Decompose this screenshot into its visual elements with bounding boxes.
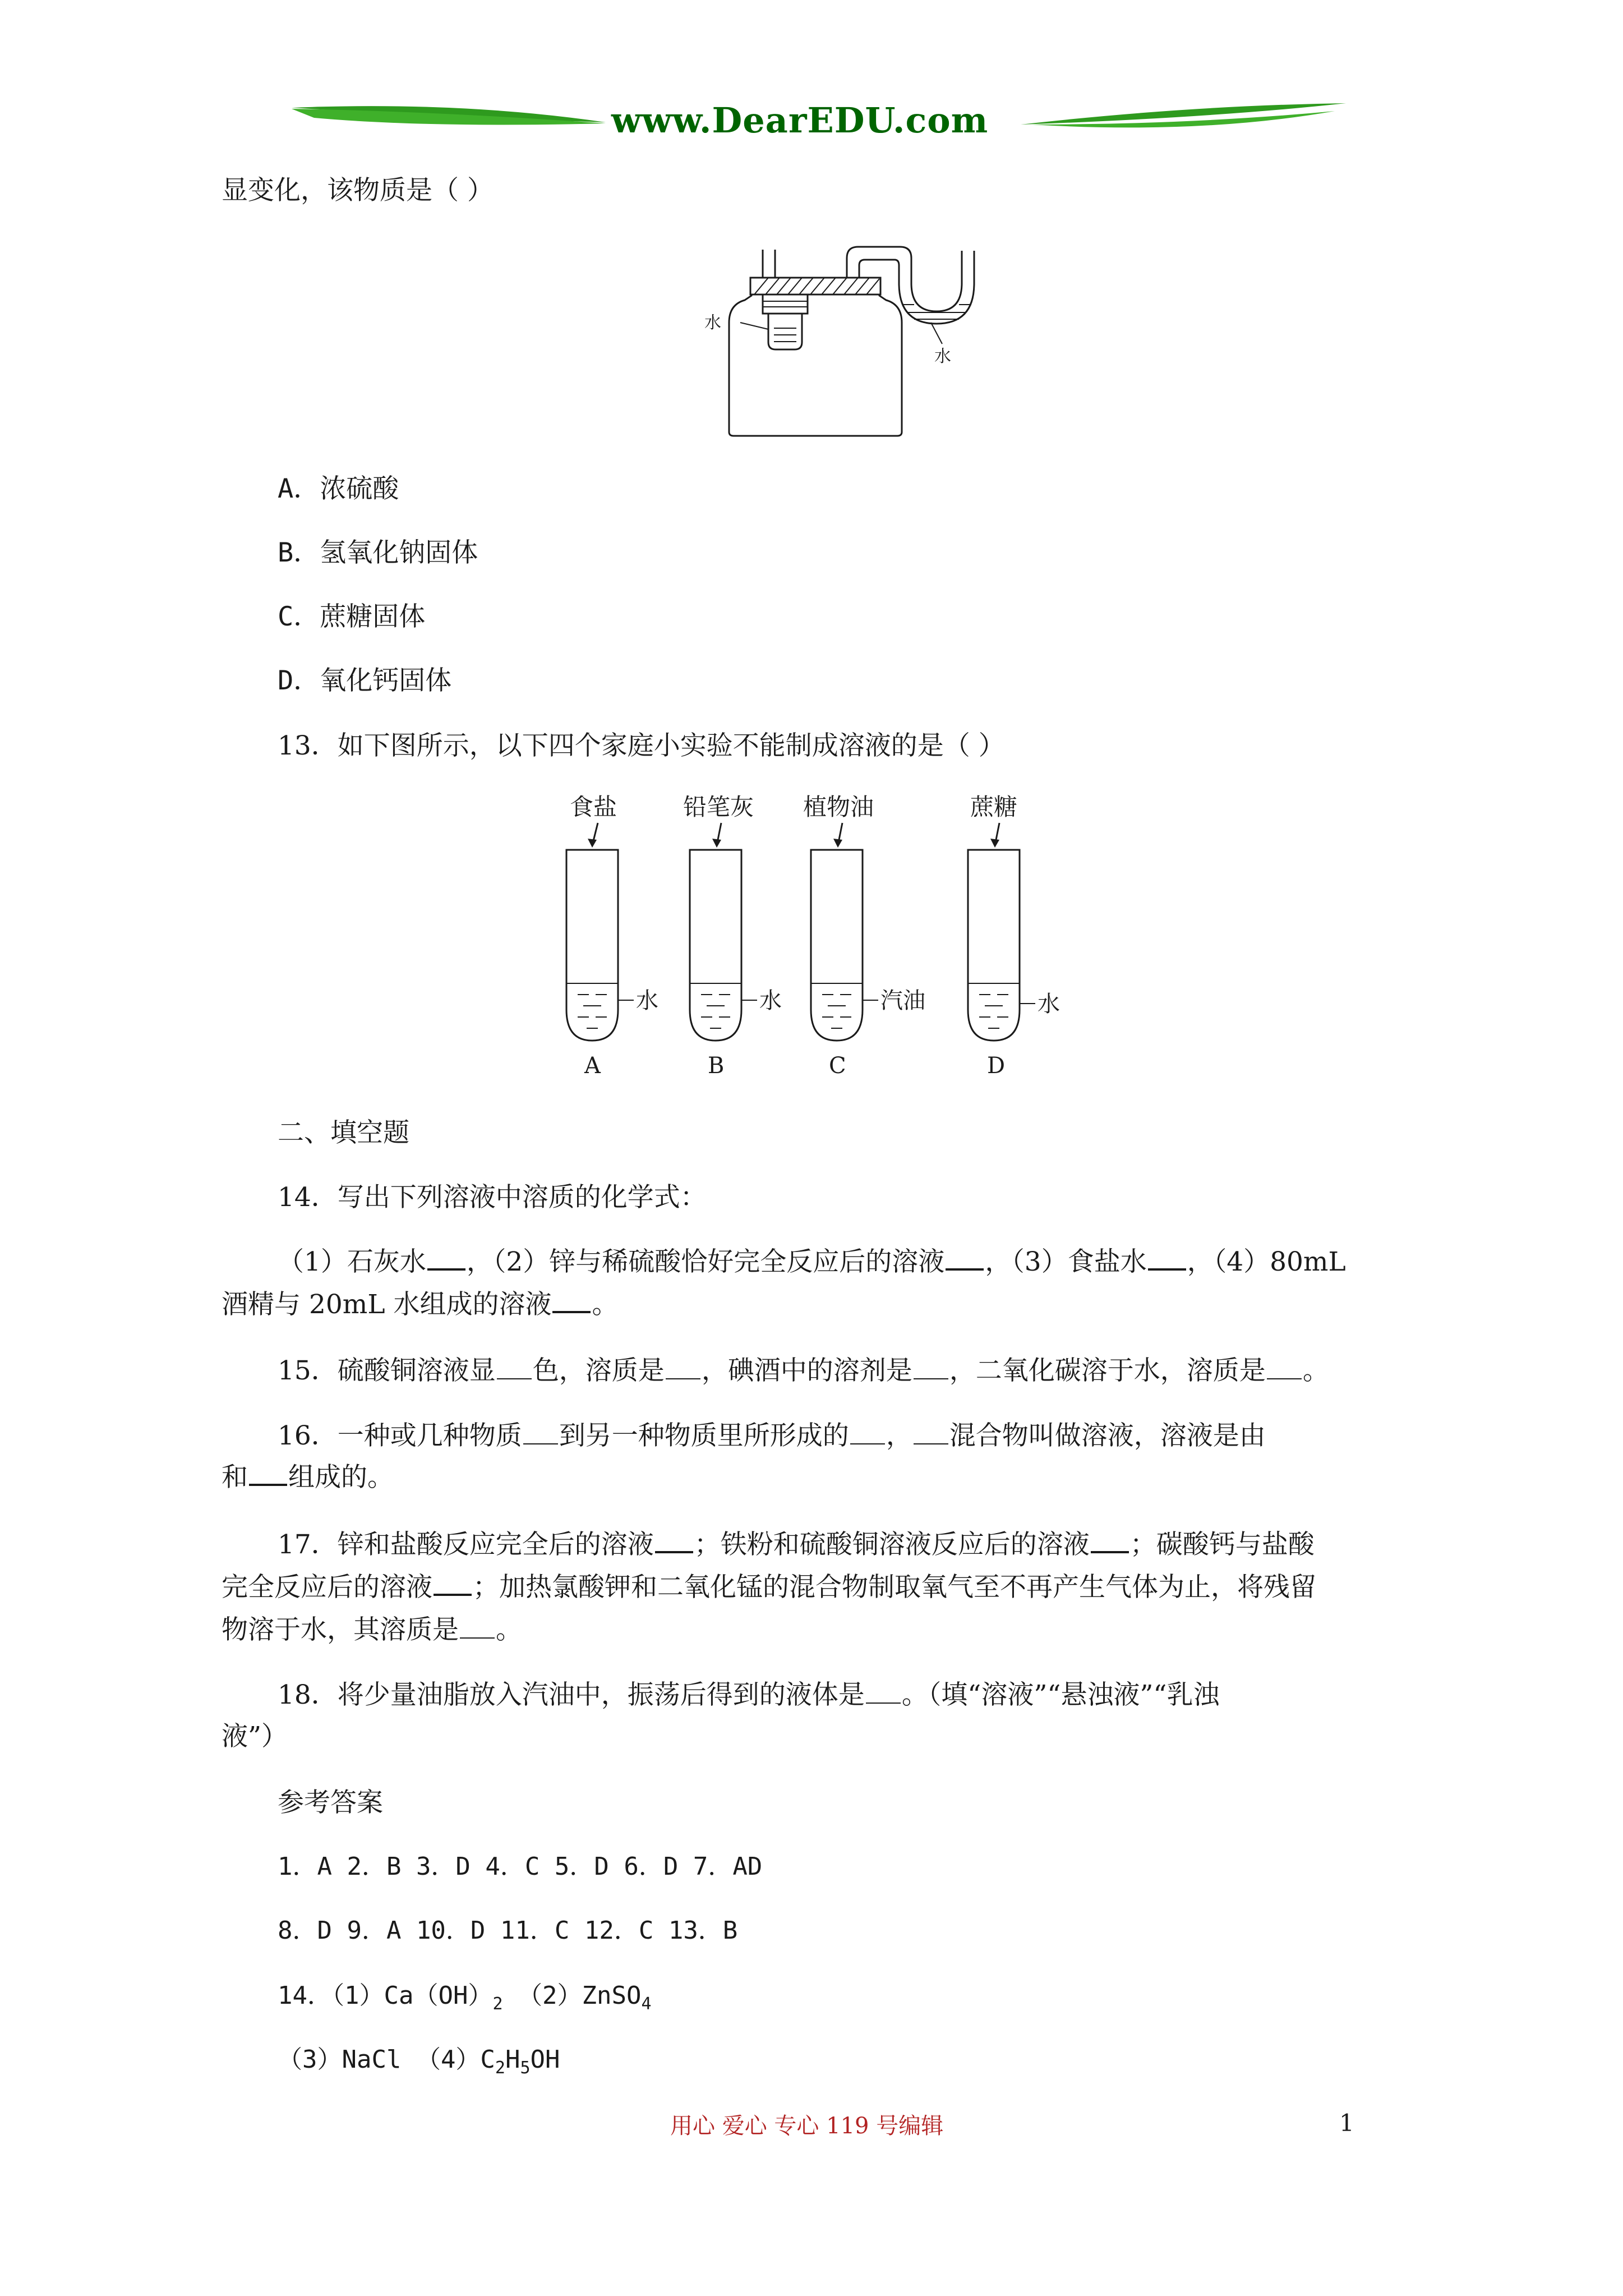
q12-option-a[interactable] [278,472,399,506]
tube-b-letter: B [708,1053,725,1079]
q14-line1 [278,1245,1346,1279]
option-text: 蔗糖固体 [320,601,426,632]
q16-blank-1[interactable] [523,1422,558,1444]
option-letter: D． [278,665,320,696]
q16-part-1: 16．一种或几种物质 [278,1420,522,1451]
q16-blank-2[interactable] [850,1422,885,1444]
q15-blank-2[interactable] [666,1357,700,1379]
q15-part-3: ，碘酒中的溶剂是 [701,1355,912,1386]
tube-d-top-label: 蔗糖 [970,793,1018,821]
q17-part-5: ；加热氯酸钾和二氧化锰的混合物制取氧气至不再产生气体为止，将残留 [473,1572,1316,1603]
q12-stem-tail: 显变化，该物质是（ ） [222,175,494,206]
q15-part-4: ，二氧化碳溶于水，溶质是 [949,1355,1266,1386]
option-text: 氢氧化钠固体 [320,537,478,568]
q17-part-3: ；碳酸钙与盐酸 [1129,1529,1315,1560]
tube-c-liquid-label: 汽油 [880,988,925,1014]
tube-b-liquid-label: 水 [759,988,782,1014]
answers-row-1: 1．A 2．B 3．D 4．C 5．D 6．D 7．AD [278,1852,763,1881]
page-number: 1 [1339,2109,1354,2137]
q14-part-1: （1）石灰水 [278,1246,426,1277]
q12-option-c[interactable] [278,600,425,634]
q14-stem: 14．写出下列溶液中溶质的化学式： [278,1182,707,1213]
answer-14-2: （2）ZnSO [502,1981,642,2010]
tube-d-liquid-label: 水 [1038,991,1060,1017]
q18-blank-1[interactable] [866,1681,901,1704]
footer-text: 用心 爱心 专心 119 号编辑 [670,2113,944,2139]
q15-blank-3[interactable] [914,1357,948,1379]
q12-left-water-label: 水 [704,313,721,333]
q15-part-2: 色，溶质是 [532,1355,665,1386]
q17-line1 [278,1528,1315,1562]
q17-part-6: 物溶于水，其溶质是 [222,1614,459,1645]
q16-blank-3[interactable] [914,1422,948,1444]
test-tube-c [803,793,925,1079]
q17-part-1: 17．锌和盐酸反应完全后的溶液 [278,1529,654,1560]
option-text: 浓硫酸 [320,473,399,504]
q15-line [278,1354,1329,1388]
option-letter: A． [278,473,320,504]
q18-part-2: 。（填“溶液”“悬浊液”“乳浊 [901,1680,1220,1710]
q15-blank-1[interactable] [497,1357,532,1379]
answers-title: 参考答案 [278,1787,383,1818]
q15-part-5: 。 [1302,1355,1329,1386]
q14-blank-3[interactable] [1148,1247,1186,1271]
q17-blank-3[interactable] [434,1572,472,1596]
q16-part-3: ， [886,1420,912,1451]
q13-test-tubes-figure [533,788,1105,1091]
answer-14-5: OH [530,2045,560,2074]
logo-text[interactable]: www.DearEDU.com [611,100,989,141]
q17-part-2: ；铁粉和硫酸铜溶液反应后的溶液 [694,1529,1090,1560]
q15-part-1: 15．硫酸铜溶液显 [278,1355,496,1386]
answer-14-1: 14．（1）Ca（OH） [278,1981,493,2010]
q14-part-2: ，（2）锌与稀硫酸恰好完全反应后的溶液 [466,1246,945,1277]
answer-14-3: （3）NaCl （4）C [278,2045,495,2074]
header-logo [292,95,1346,151]
tube-a-liquid-label: 水 [636,988,658,1014]
q17-line2 [222,1571,1316,1604]
q17-blank-2[interactable] [1091,1530,1129,1553]
tube-a-letter: A [584,1053,601,1079]
q13-stem: 13．如下图所示，以下四个家庭小实验不能制成溶液的是（ ） [278,730,1005,761]
q12-apparatus-figure [684,238,976,440]
test-tube-b [683,793,782,1079]
q14-blank-1[interactable] [427,1247,465,1271]
q14-part-4: ，（4）80mL [1187,1246,1346,1277]
tube-d-letter: D [987,1053,1006,1079]
q12-right-water-label: 水 [934,347,951,366]
q17-part-4: 完全反应后的溶液 [222,1572,432,1603]
subscript: 2 [492,1994,503,2014]
q14-blank-2[interactable] [946,1247,984,1271]
subscript: 4 [641,1994,652,2014]
q16-line2 [222,1461,394,1494]
option-letter: B． [278,537,320,568]
q14-line2 [222,1288,618,1322]
q14-blank-4[interactable] [552,1290,591,1313]
q17-blank-4[interactable] [460,1616,495,1639]
q18-line2: 液”） [222,1721,288,1752]
q12-option-b[interactable] [278,536,478,570]
q16-part-2: 到另一种物质里所形成的 [559,1420,849,1451]
test-tube-a [566,793,658,1079]
subscript: 2 [495,2058,505,2078]
q18-line1 [278,1678,1219,1712]
q17-line3 [222,1613,522,1647]
answers-row-2: 8．D 9．A 10．D 11．C 12．C 13．B [278,1916,738,1945]
option-letter: C． [278,601,320,632]
q16-line1 [278,1419,1266,1453]
tube-b-top-label: 铅笔灰 [683,793,754,821]
q18-part-1: 18．将少量油脂放入汽油中，振荡后得到的液体是 [278,1680,865,1710]
answers-row-4 [278,2043,560,2085]
q16-blank-4[interactable] [249,1462,287,1486]
q12-option-d[interactable] [278,664,451,698]
section-title: 二、填空题 [278,1117,409,1148]
q15-blank-4[interactable] [1267,1357,1302,1379]
q16-part-6: 组成的。 [288,1462,394,1493]
answer-14-4: H [505,2045,520,2074]
q14-part-3: ，（3）食盐水 [985,1246,1147,1277]
option-text: 氧化钙固体 [320,665,452,696]
tube-c-top-label: 植物油 [803,793,874,821]
q16-part-5: 和 [222,1462,248,1493]
tube-a-top-label: 食盐 [570,793,617,821]
q16-part-4: 混合物叫做溶液，溶液是由 [949,1420,1266,1451]
subscript: 5 [520,2058,531,2078]
q17-blank-1[interactable] [655,1530,693,1553]
q14-part-6: 。 [592,1289,619,1320]
test-tube-d [968,793,1060,1079]
q17-part-7: 。 [496,1614,522,1645]
q14-part-5: 酒精与 20mL 水组成的溶液 [222,1289,552,1320]
tube-c-letter: C [829,1053,846,1079]
answers-row-3 [278,1979,652,2021]
